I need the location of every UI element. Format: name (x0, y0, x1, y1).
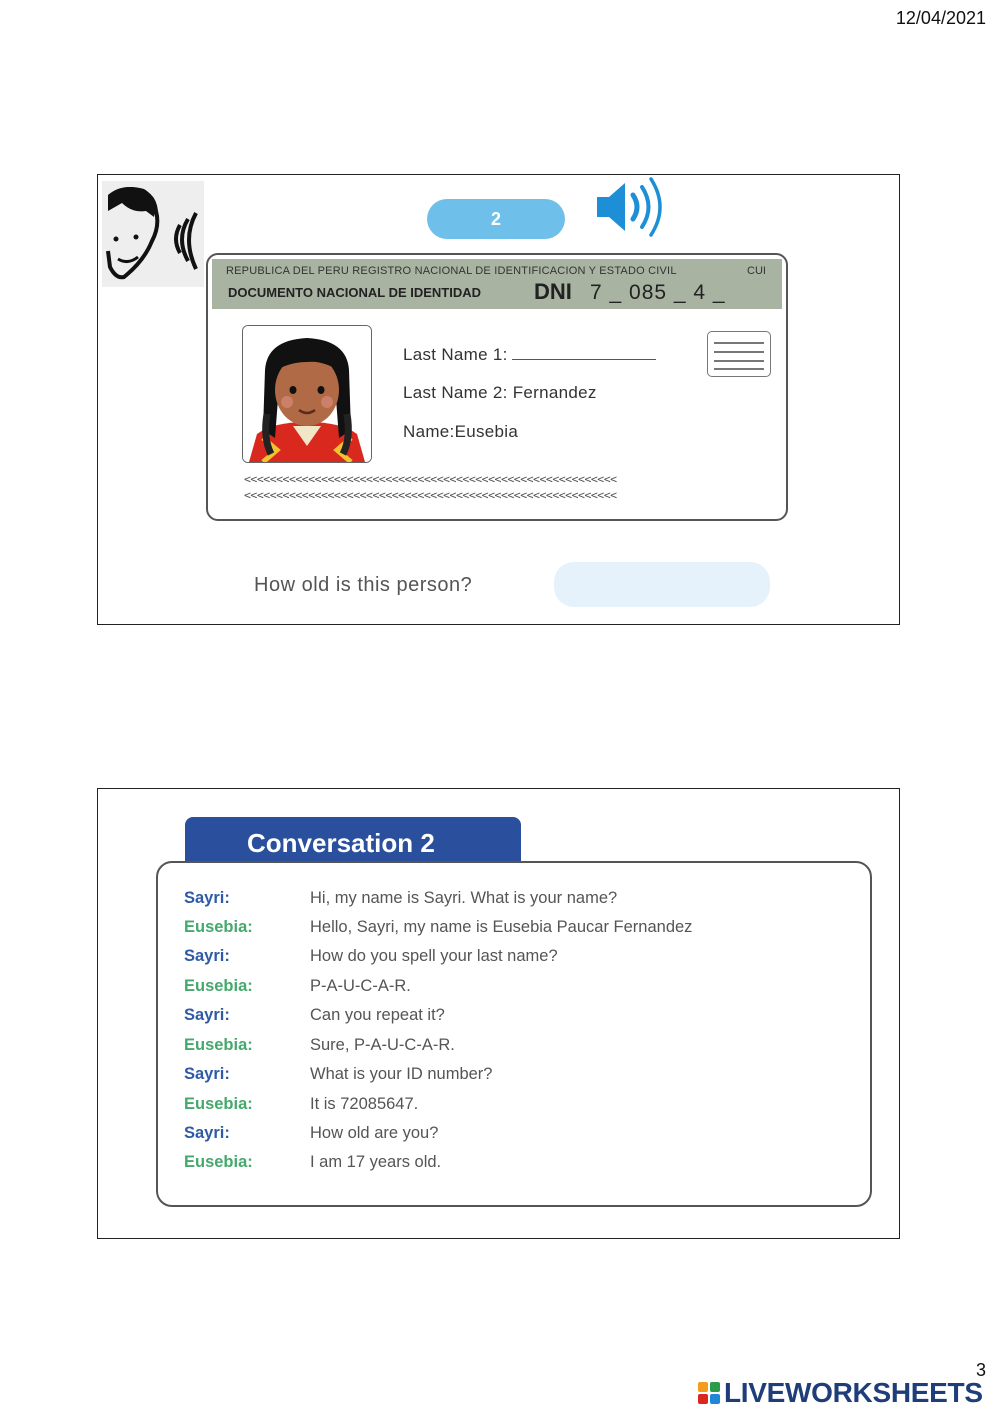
dialogue-line (184, 1006, 445, 1025)
speaker-name: Sayri: (184, 1065, 230, 1083)
registry-line: REPUBLICA DEL PERU REGISTRO NACIONAL DE IDENTIFICACION Y ESTADO CIVIL (226, 265, 677, 277)
dialogue-line (184, 1065, 492, 1084)
id-photo (242, 325, 372, 463)
cui-label: CUI (747, 265, 766, 277)
dialogue-text: I am 17 years old. (310, 1153, 442, 1171)
dialogue-line (184, 889, 617, 908)
conversation-title: Conversation 2 (185, 817, 521, 863)
last-name-2-field: Last Name 2: Fernandez (403, 383, 597, 402)
age-answer-input[interactable] (554, 562, 770, 607)
dialogue-line (184, 977, 411, 996)
speaker-name: Eusebia: (184, 1036, 253, 1054)
speaker-name: Eusebia: (184, 1153, 253, 1171)
dialogue-text: How old are you? (310, 1124, 439, 1142)
dialogue-text: Can you repeat it? (310, 1006, 445, 1024)
last-name-1-label: Last Name 1: (403, 345, 508, 364)
dni-number: 7 _ 085 _ 4 _ (590, 281, 726, 304)
dialogue-text: How do you spell your last name? (310, 947, 558, 965)
id-card-header (212, 259, 782, 309)
last-name-1-blank (512, 345, 656, 360)
national-id-card (206, 253, 788, 521)
document-label: DOCUMENTO NACIONAL DE IDENTIDAD (228, 285, 482, 300)
first-name-field: Name:Eusebia (403, 422, 519, 441)
conversation-box (156, 861, 872, 1207)
liveworksheets-logo[interactable] (698, 1378, 983, 1408)
mrz-line-1: <<<<<<<<<<<<<<<<<<<<<<<<<<<<<<<<<<<<<<<<<<<<<<<<<<<<<<<<<< (244, 472, 617, 486)
audio-speaker-icon[interactable] (595, 175, 665, 239)
dialogue-line (184, 1124, 438, 1143)
dialogue-line (184, 918, 692, 937)
last-name-1-field (403, 345, 656, 365)
age-question: How old is this person? (254, 574, 473, 596)
brand-name: LIVEWORKSHEETS (724, 1377, 983, 1408)
mrz-line-2: <<<<<<<<<<<<<<<<<<<<<<<<<<<<<<<<<<<<<<<<<<<<<<<<<<<<<<<<<< (244, 488, 617, 502)
conversation-slide (97, 788, 900, 1239)
page-date: 12/04/2021 (895, 8, 986, 28)
speaking-face-icon (102, 181, 204, 287)
dialogue-line (184, 1036, 455, 1055)
id-card-slide (97, 174, 900, 625)
speaker-name: Eusebia: (184, 918, 253, 936)
speaker-name: Eusebia: (184, 977, 253, 995)
speaker-name: Sayri: (184, 1124, 230, 1142)
dni-label: DNI (534, 279, 572, 304)
speaker-name: Eusebia: (184, 1095, 253, 1113)
dialogue-text: Sure, P-A-U-C-A-R. (310, 1036, 455, 1054)
card-chip-icon (707, 331, 771, 377)
speaker-name: Sayri: (184, 947, 230, 965)
dialogue-line (184, 1095, 418, 1114)
dialogue-text: Hello, Sayri, my name is Eusebia Paucar Fernandez (310, 918, 693, 936)
item-number-badge: 2 (427, 199, 565, 239)
dialogue-text: P-A-U-C-A-R. (310, 977, 411, 995)
liveworksheets-logo-icon (698, 1382, 720, 1404)
dialogue-text: Hi, my name is Sayri. What is your name? (310, 889, 618, 907)
dialogue-line (184, 947, 558, 966)
speaker-name: Sayri: (184, 889, 230, 907)
dialogue-text: It is 72085647. (310, 1095, 419, 1113)
dialogue-line (184, 1153, 441, 1172)
speaker-name: Sayri: (184, 1006, 230, 1024)
dialogue-text: What is your ID number? (310, 1065, 493, 1083)
page-number: 3 (975, 1360, 986, 1380)
